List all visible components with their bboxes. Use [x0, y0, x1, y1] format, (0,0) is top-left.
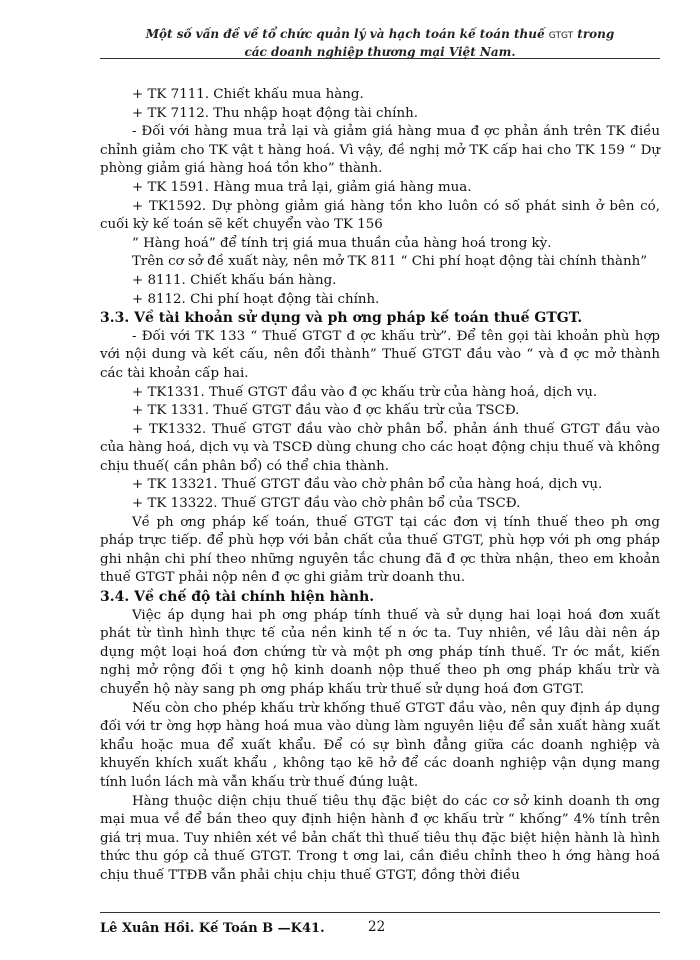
paragraph: Trên cơ sở đề xuất này, nên mở TK 811 “ Chi phí hoạt động tài chính thành”	[132, 254, 648, 270]
header-title-line2: các doanh nghiệp thương mại Việt Nam.	[244, 45, 516, 59]
footer-rule	[100, 912, 660, 913]
paragraph: + 8112. Chi phí hoạt động tài chính.	[132, 291, 380, 307]
paragraph: - Đối với TK 133 “ Thuế GTGT đ ợc khấu trừ”. Để tên gọi tài khoản phù hợp với nội dung và kết cấu, nên đổi thành” Thuế GTGT đầu vào “ và đ ợc mở thành các tài khoản cấp hai.	[100, 328, 660, 381]
header-title-part2: trong	[573, 27, 615, 41]
paragraph: + TK 1331. Thuế GTGT đầu vào đ ợc khấu trừ của TSCĐ.	[132, 403, 520, 419]
paragraph: + TK 1591. Hàng mua trả lại, giảm giá hàng mua.	[132, 179, 472, 195]
header-title-gtgt: GTGT	[548, 31, 574, 41]
section-heading: 3.4. Về chế độ tài chính hiện hành.	[100, 589, 375, 606]
paragraph: - Đối với hàng mua trả lại và giảm giá hàng mua đ ợc phản ánh trên TK điều chỉnh giảm cho TK vật t hàng hoá. Vì vậy, đề nghị mở TK cấp hai cho TK 159 “ Dự phòng giảm giá hàng hoá tồn kho” thành.	[100, 124, 660, 177]
paragraph: Nếu còn cho phép khấu trừ khống thuế GTGT đầu vào, nên quy định áp dụng đối với tr ờng hợp hàng hoá mua vào dùng làm nguyên liệu để sản xuất hàng xuất khẩu hoặc mua để xuất khẩu. Để có sự bình đẳng giữa các doanh nghiệp và khuyến khích xuất khẩu , không tạo kẽ hở để các doanh nghiệp vận dụng mang tính luồn lách mà vẫn khấu trừ thuế đúng luật.	[100, 700, 660, 790]
header-title-part1: Một số vấn đề về tổ chức quản lý và hạch toán kế toán thuế	[145, 27, 549, 41]
footer-author: Lê Xuân Hồi. Kế Toán B —K41.	[100, 921, 325, 936]
page-number: 22	[368, 919, 386, 935]
paragraph: Về ph ơng pháp kế toán, thuế GTGT tại các đơn vị tính thuế theo ph ơng pháp trực tiếp. để phù hợp với bản chất của thuế GTGT, phù hợp với ph ơng pháp ghi nhận chi phí theo những nguyên tắc chung đã đ ợc thừa nhận, theo em khoản thuế GTGT phải nộp nên đ ợc ghi giảm trừ doanh thu.	[100, 514, 660, 586]
paragraph: ” Hàng hoá” để tính trị giá mua thuần của hàng hoá trong kỳ.	[132, 235, 552, 251]
paragraph: + TK1592. Dự phòng giảm giá hàng tồn kho luôn có số phát sinh ở bên có, cuối kỳ kế toán sẽ kết chuyển vào TK 156	[100, 198, 660, 233]
paragraph: + TK1331. Thuế GTGT đầu vào đ ợc khấu trừ của hàng hoá, dịch vụ.	[132, 384, 598, 400]
header-rule	[100, 58, 660, 59]
paragraph: + 8111. Chiết khấu bán hàng.	[132, 272, 337, 288]
section-heading: 3.3. Về tài khoản sử dụng và ph ơng pháp kế toán thuế GTGT.	[100, 310, 583, 327]
paragraph: + TK 13321. Thuế GTGT đầu vào chờ phân bổ của hàng hoá, dịch vụ.	[132, 477, 603, 493]
paragraph: Hàng thuộc diện chịu thuế tiêu thụ đặc biệt do các cơ sở kinh doanh th ơng mại mua về để bán theo quy định hiện hành đ ợc khấu trừ “ khống” 4% tính trên giá trị mua. Tuy nhiên xét về bản chất thì thuế tiêu thụ đặc biệt hiện hành là hình thức thu góp cả thuế GTGT. Trong t ơng lai, cần điều chỉnh theo h ớng hàng hoá chịu thuế TTĐB vẫn phải chịu chịu thuế GTGT, đồng thời điều	[100, 793, 660, 883]
paragraph: + TK 13322. Thuế GTGT đầu vào chờ phân bổ của TSCĐ.	[132, 496, 521, 512]
document-body	[100, 86, 660, 886]
paragraph: + TK1332. Thuế GTGT đầu vào chờ phân bổ. phản ánh thuế GTGT đầu vào của hàng hoá, dịch vụ và TSCĐ dùng chung cho các hoạt động chịu thuế và không chịu thuế( cần phân bổ) có thể chia thành.	[100, 421, 660, 474]
paragraph: Việc áp dụng hai ph ơng pháp tính thuế và sử dụng hai loại hoá đơn xuất phát từ tình hình thực tế của nền kinh tế n ớc ta. Tuy nhiên, về lâu dài nên áp dụng một loại hoá đơn chứng từ và một ph ơng pháp tính thuế. Tr ớc mắt, kiến nghị mở rộng đối t ợng hộ kinh doanh nộp thuế theo ph ơng pháp khấu trừ và chuyển hộ này sang ph ơng pháp khấu trừ thuế sử dụng hoá đơn GTGT.	[100, 607, 660, 697]
paragraph: + TK 7112. Thu nhập hoạt động tài chính.	[132, 105, 418, 121]
paragraph: + TK 7111. Chiết khấu mua hàng.	[132, 87, 364, 102]
running-header	[100, 26, 660, 60]
